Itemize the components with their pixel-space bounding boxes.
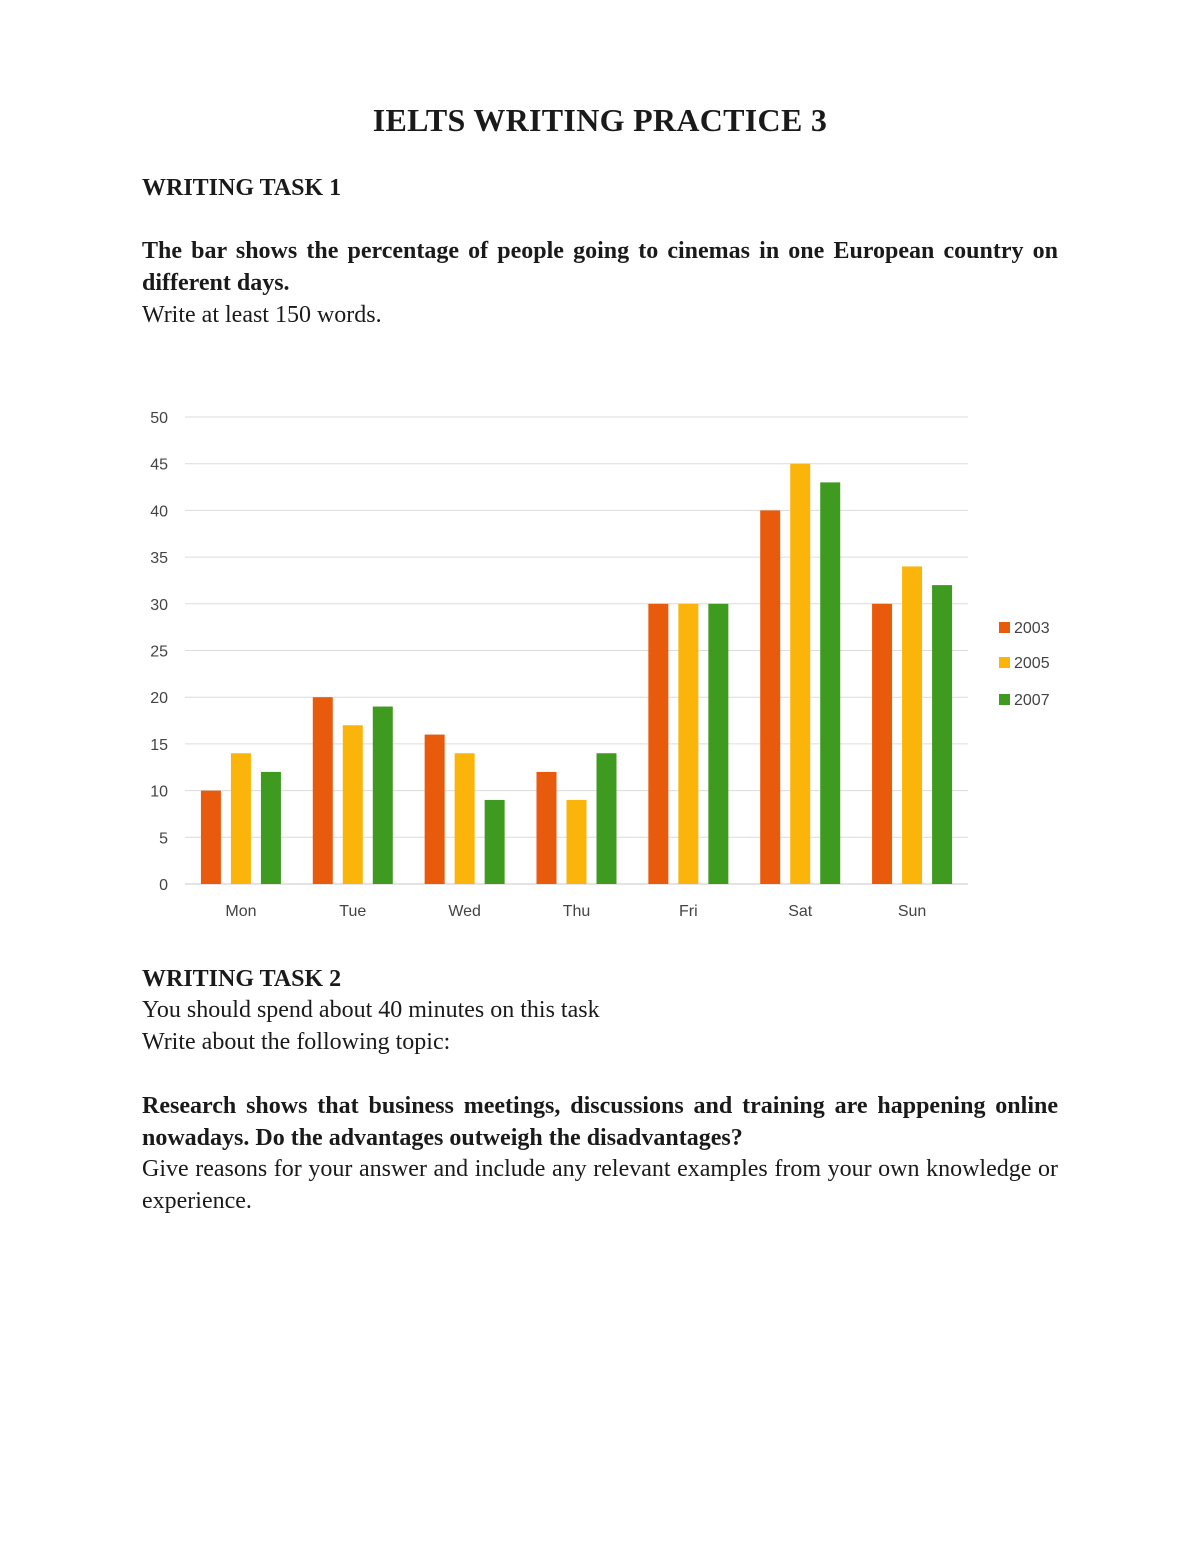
x-tick-label: Mon [225, 903, 257, 920]
y-tick-label: 45 [150, 456, 168, 474]
bar-2005-thu [567, 800, 587, 884]
y-tick-label: 35 [150, 550, 168, 568]
task2-topic: Research shows that business meetings, discussions and training are happening online nowadays. Do the advantages outweigh the disadvantages? [142, 1093, 1058, 1151]
legend-swatch-2005 [999, 657, 1010, 668]
legend-swatch-2003 [999, 622, 1010, 633]
bar-2003-wed [425, 735, 445, 884]
task2-line1: You should spend about 40 minutes on this task [142, 997, 600, 1023]
y-tick-label: 25 [150, 643, 168, 661]
bar-2007-sat [820, 482, 840, 884]
bar-2003-sun [872, 604, 892, 884]
x-tick-label: Sat [788, 903, 813, 920]
bar-2005-fri [678, 604, 698, 884]
task1-heading: WRITING TASK 1 [142, 175, 342, 201]
legend-label-2005: 2005 [1014, 655, 1050, 672]
bar-2007-mon [261, 772, 281, 884]
bar-2007-thu [597, 753, 617, 884]
y-tick-label: 20 [150, 690, 168, 708]
chart-x-axis [225, 903, 926, 920]
x-tick-label: Tue [339, 903, 367, 920]
x-tick-label: Sun [897, 903, 927, 920]
legend-label-2007: 2007 [1014, 692, 1050, 709]
task1-instruction: Write at least 150 words. [142, 302, 382, 328]
x-tick-label: Thu [562, 903, 591, 920]
task2-line2: Write about the following topic: [142, 1028, 451, 1055]
bar-2005-sun [902, 566, 922, 884]
page-title: IELTS WRITING PRACTICE 3 [372, 102, 828, 138]
bar-2003-thu [537, 772, 557, 884]
task2-instruction: Give reasons for your answer and include any relevant examples from your own knowledge or experience. [142, 1156, 1058, 1214]
y-tick-label: 40 [150, 503, 168, 521]
y-tick-label: 15 [150, 736, 168, 754]
bar-2003-tue [313, 697, 333, 884]
bar-2005-wed [455, 753, 475, 884]
task1-prompt: The bar shows the percentage of people going to cinemas in one European country on different days. [142, 238, 1058, 296]
y-tick-label: 30 [150, 596, 168, 614]
bar-2005-tue [343, 725, 363, 884]
chart-y-axis [150, 410, 168, 894]
bar-2005-mon [231, 753, 251, 884]
chart-bars [201, 464, 952, 884]
task2-heading: WRITING TASK 2 [142, 966, 342, 992]
y-tick-label: 5 [159, 830, 168, 848]
bar-2003-fri [648, 604, 668, 884]
x-tick-label: Wed [448, 903, 481, 920]
bar-2007-fri [708, 604, 728, 884]
y-tick-label: 10 [150, 783, 168, 801]
y-tick-label: 0 [159, 877, 168, 894]
bar-2007-tue [373, 707, 393, 884]
y-tick-label: 50 [150, 410, 168, 427]
task2-block [142, 964, 1058, 1058]
bar-2003-sat [760, 510, 780, 884]
chart-legend [999, 620, 1050, 709]
bar-2005-sat [790, 464, 810, 884]
bar-2007-sun [932, 585, 952, 884]
bar-chart [0, 390, 1200, 930]
legend-swatch-2007 [999, 694, 1010, 705]
task2-topic-block [142, 1091, 1058, 1217]
bar-2003-mon [201, 791, 221, 884]
legend-label-2003: 2003 [1014, 620, 1050, 637]
x-tick-label: Fri [679, 903, 698, 920]
bar-2007-wed [485, 800, 505, 884]
